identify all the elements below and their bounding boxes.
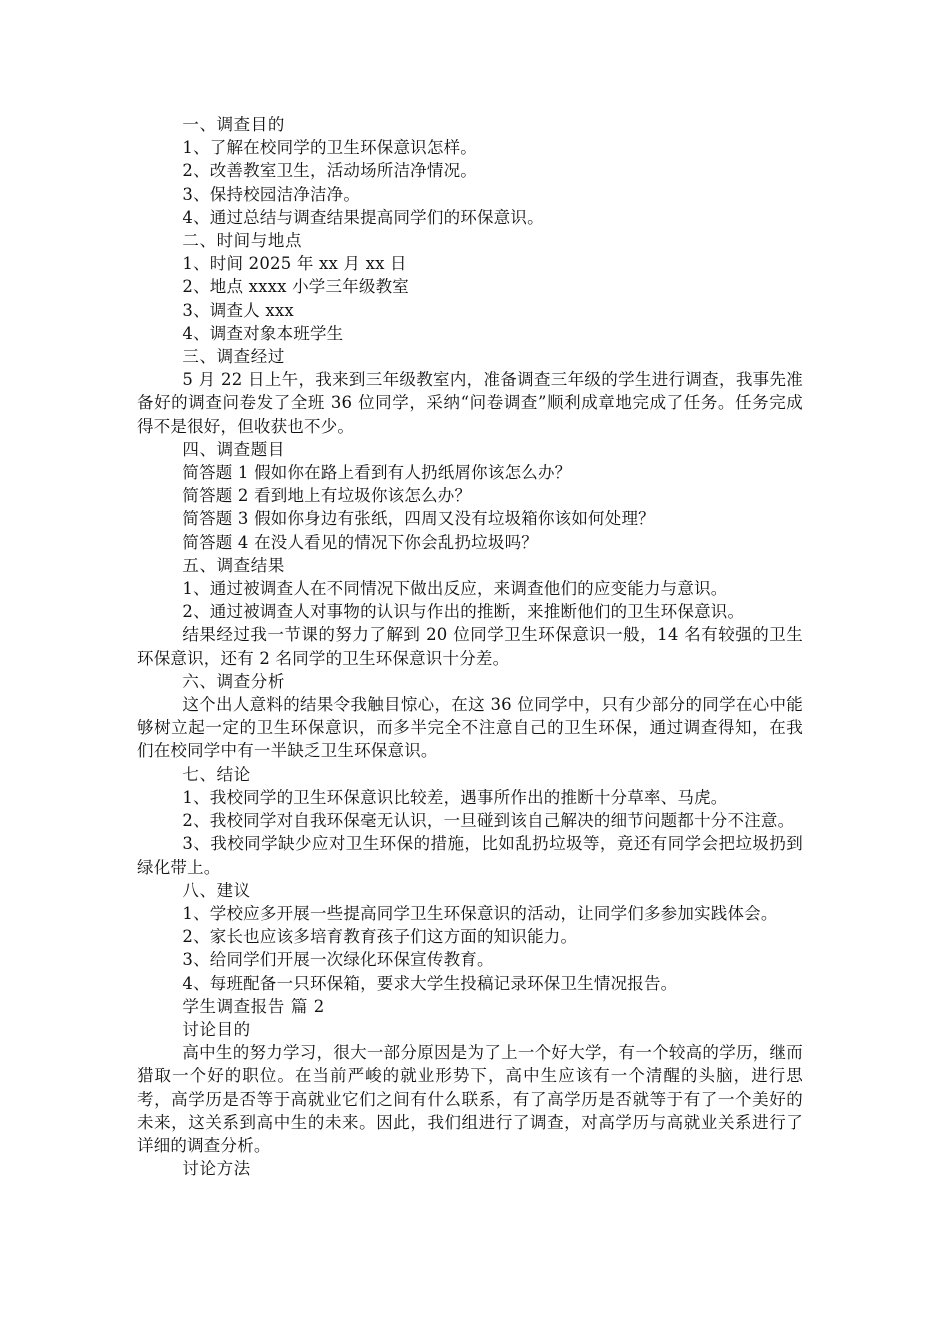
conclusion-item-1: 1、我校同学的卫生环保意识比较差，遇事所作出的推断十分草率、马虎。 — [182, 787, 728, 807]
section-heading-time-place: 二、时间与地点 — [182, 231, 303, 251]
conclusion-item-2: 2、我校同学对自我环保毫无认识，一旦碰到该自己解决的细节问题都十分不注意。 — [182, 811, 795, 831]
conclusion-item-3: 3、我校同学缺少应对卫生环保的措施，比如乱扔垃圾等，竟还有同学会把垃圾扔到绿化带上。 — [137, 834, 803, 877]
suggestion-item-1: 1、学校应多开展一些提高同学卫生环保意识的活动，让同学们多参加实践体会。 — [182, 903, 778, 923]
report-2-title: 学生调查报告 篇 2 — [182, 996, 325, 1016]
section-heading-questions: 四、调查题目 — [182, 439, 285, 459]
results-summary: 结果经过我一节课的努力了解到 20 位同学卫生环保意识一般，14 名有较强的卫生环保意识，还有 2 名同学的卫生环保意识十分差。 — [137, 625, 803, 668]
suggestion-item-3: 3、给同学们开展一次绿化环保宣传教育。 — [182, 950, 494, 970]
time-place-item-4: 4、调查对象本班学生 — [182, 323, 344, 343]
section-heading-purpose: 一、调查目的 — [182, 115, 285, 134]
purpose-item-2: 2、改善教室卫生，活动场所洁净情况。 — [182, 161, 477, 181]
results-item-1: 1、通过被调查人在不同情况下做出反应，来调查他们的应变能力与意识。 — [182, 579, 728, 599]
section-heading-suggestions: 八、建议 — [182, 880, 251, 900]
section-heading-conclusion: 七、结论 — [182, 764, 251, 784]
section-heading-research-purpose: 讨论目的 — [182, 1019, 251, 1039]
question-1: 简答题 1 假如你在路上看到有人扔纸屑你该怎么办？ — [182, 463, 572, 483]
question-4: 简答题 4 在没人看见的情况下你会乱扔垃圾吗？ — [182, 532, 538, 552]
time-place-item-1: 1、时间 2025 年 xx 月 xx 日 — [182, 254, 407, 274]
purpose-item-1: 1、了解在校同学的卫生环保意识怎样。 — [182, 138, 477, 158]
section-heading-research-method: 讨论方法 — [182, 1159, 251, 1179]
research-purpose-paragraph: 高中生的努力学习，很大一部分原因是为了上一个好大学，有一个较高的学历，继而猎取一个好的职位。在当前严峻的就业形势下，高中生应该有一个清醒的头脑，进行思考，高学历是否等于高就业它们之间有什么联系，有了高学历是否就等于有了一个美好的未来，这关系到高中生的未来。因此，我们组进行了调查，对高学历与高就业关系进行了详细的调查分析。 — [137, 1043, 803, 1155]
process-paragraph: 5 月 22 日上午，我来到三年级教室内，准备调查三年级的学生进行调查，我事先准备好的调查问卷发了全班 36 位同学，采纳“问卷调查”顺利成章地完成了任务。任务完成得不是很好，但收获也不少。 — [137, 370, 803, 436]
section-heading-process: 三、调查经过 — [182, 347, 285, 367]
time-place-item-2: 2、地点 xxxx 小学三年级教室 — [182, 277, 409, 297]
time-place-item-3: 3、调查人 xxx — [182, 300, 294, 320]
section-heading-analysis: 六、调查分析 — [182, 671, 285, 691]
purpose-item-3: 3、保持校园洁净洁净。 — [182, 184, 361, 204]
purpose-item-4: 4、通过总结与调查结果提高同学们的环保意识。 — [182, 207, 544, 227]
question-2: 简答题 2 看到地上有垃圾你该怎么办？ — [182, 486, 472, 506]
document-page — [137, 113, 803, 1180]
suggestion-item-4: 4、每班配备一只环保箱，要求大学生投稿记录环保卫生情况报告。 — [182, 973, 678, 993]
suggestion-item-2: 2、家长也应该多培育教育孩子们这方面的知识能力。 — [182, 927, 578, 947]
results-item-2: 2、通过被调查人对事物的认识与作出的推断，来推断他们的卫生环保意识。 — [182, 602, 745, 622]
analysis-paragraph: 这个出人意料的结果令我触目惊心，在这 36 位同学中，只有少部分的同学在心中能够树立起一定的卫生环保意识，而多半完全不注意自己的卫生环保，通过调查得知，在我们在校同学中有一半缺乏卫生环保意识。 — [137, 695, 803, 761]
question-3: 简答题 3 假如你身边有张纸，四周又没有垃圾箱你该如何处理？ — [182, 509, 655, 529]
section-heading-results: 五、调查结果 — [182, 555, 285, 575]
